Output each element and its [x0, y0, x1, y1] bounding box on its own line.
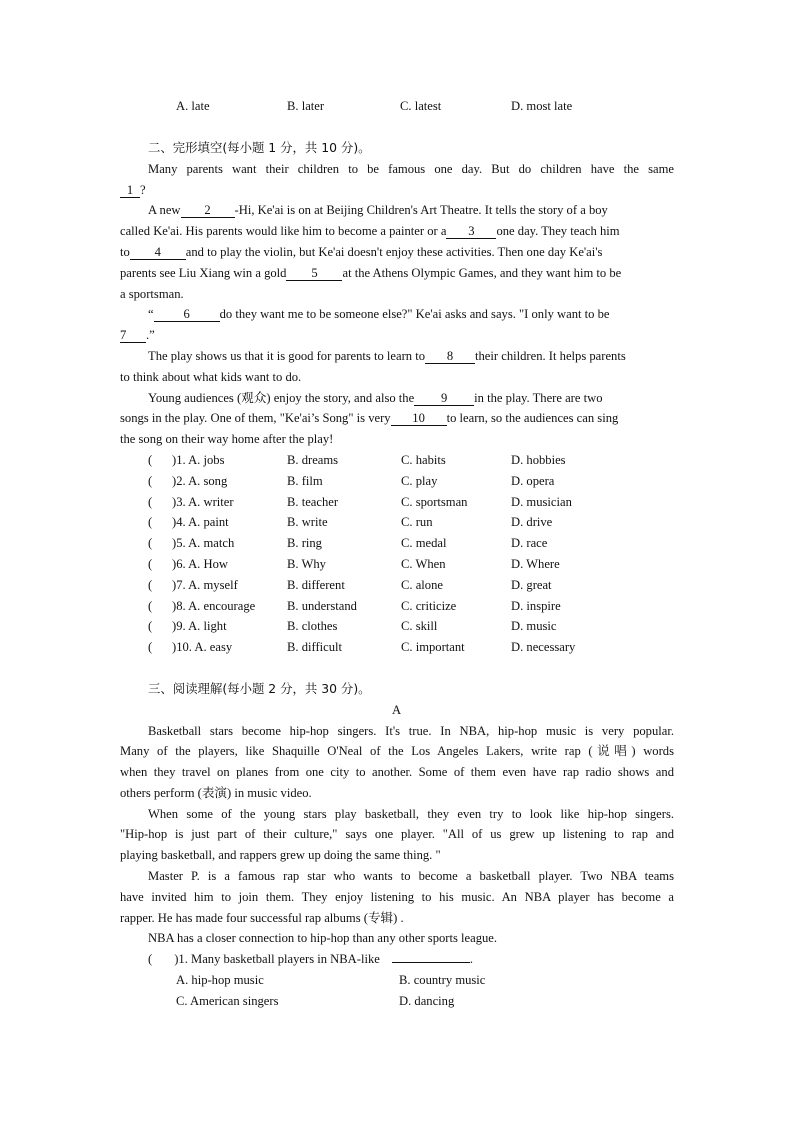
question-option-a: )1. A. jobs: [172, 453, 225, 467]
question-option-a: )10. A. easy: [172, 640, 233, 654]
question-option-c: C. criticize: [401, 599, 457, 613]
answer-paren[interactable]: (: [148, 557, 153, 571]
question-option-b: B. film: [287, 474, 323, 488]
question-option-c: C. important: [401, 640, 465, 654]
reading-option-c: C. American singers: [176, 994, 279, 1008]
cloze-text: a sportsman.: [120, 287, 184, 301]
blank-8: 8: [425, 349, 475, 364]
question-option-d: D. great: [511, 578, 552, 592]
option-d: D. most late: [511, 99, 573, 113]
question-option-a: )9. A. light: [172, 619, 227, 633]
question-option-c: C. play: [401, 474, 438, 488]
question-option-c: C. medal: [401, 536, 447, 550]
cloze-text: 1 ?: [120, 182, 146, 198]
cloze-text: songs in the play. One of them, "Ke'ai’s Song" is very 10 to learn, so the audiences can sing: [120, 411, 619, 425]
passage-line: Many of the players, like Shaquille O'Neal of the Los Angeles Lakers, write rap (说唱) words: [120, 744, 674, 758]
cloze-text: parents see Liu Xiang win a gold 5 at the Athens Olympic Games, and they want him to be: [120, 266, 622, 280]
blank-3: 3: [446, 224, 496, 239]
passage-line: Master P. is a famous rap star who wants to become a basketball player. Two NBA teams: [148, 869, 674, 883]
passage-line: When some of the young stars play basketball, they even try to look like hip-hop singers.: [148, 807, 674, 821]
answer-paren[interactable]: (: [148, 474, 153, 488]
passage-line: when they travel on planes from one city to another. Some of them even have rap radio shows and: [120, 765, 674, 779]
question-option-d: D. Where: [511, 557, 560, 571]
answer-paren[interactable]: (: [148, 952, 153, 966]
cloze-text: A new 2 -Hi, Ke'ai is on at Beijing Children's Art Theatre. It tells the story of a boy: [148, 203, 608, 217]
question-option-c: C. run: [401, 515, 433, 529]
blank-10: 10: [391, 411, 447, 426]
blank-5: 5: [286, 266, 342, 281]
option-b: B. later: [287, 99, 325, 113]
section3-heading: 三、阅读理解(每小题 2 分，共 30 分)。: [148, 681, 371, 696]
question-option-b: B. clothes: [287, 619, 338, 633]
reading-option-d: D. dancing: [399, 994, 455, 1008]
question-option-a: )7. A. myself: [172, 578, 238, 592]
question-option-b: B. dreams: [287, 453, 339, 467]
blank-1: 1: [120, 183, 140, 198]
question-option-b: B. teacher: [287, 495, 339, 509]
question-option-c: C. When: [401, 557, 446, 571]
answer-paren[interactable]: (: [148, 599, 153, 613]
question-option-c: C. sportsman: [401, 495, 468, 509]
answer-paren[interactable]: (: [148, 536, 153, 550]
blank-2: 2: [181, 203, 235, 218]
question-option-d: D. inspire: [511, 599, 561, 613]
question-option-d: D. music: [511, 619, 557, 633]
passage-line: "Hip-hop is just part of their culture," says one player. "All of us grew up listening to rap and: [120, 827, 674, 841]
question-option-b: B. ring: [287, 536, 322, 550]
cloze-text: “ 6 do they want me to be someone else?" Ke'ai asks and says. "I only want to be: [148, 307, 610, 321]
question-option-a: )4. A. paint: [172, 515, 229, 529]
question-option-a: )6. A. How: [172, 557, 228, 571]
passage-label: A: [392, 703, 402, 717]
answer-paren[interactable]: (: [148, 578, 153, 592]
question-option-d: D. musician: [511, 495, 572, 509]
blank-4: 4: [130, 245, 186, 260]
answer-paren[interactable]: (: [148, 515, 153, 529]
answer-paren[interactable]: (: [148, 495, 153, 509]
passage-line: others perform (表演) in music video.: [120, 786, 312, 800]
blank-7: 7: [120, 328, 146, 343]
cloze-text: the song on their way home after the play!: [120, 432, 334, 446]
answer-paren[interactable]: (: [148, 453, 153, 467]
cloze-text: The play shows us that it is good for parents to learn to 8 their children. It helps parents: [148, 349, 626, 363]
question-option-d: D. opera: [511, 474, 555, 488]
blank-6: 6: [154, 307, 220, 322]
cloze-text: to think about what kids want to do.: [120, 370, 302, 384]
question-option-c: C. habits: [401, 453, 446, 467]
cloze-text: 7 .”: [120, 328, 155, 342]
cloze-text: Young audiences (观众) enjoy the story, and also the 9 in the play. There are two: [148, 391, 603, 405]
answer-paren[interactable]: (: [148, 619, 153, 633]
question-option-d: D. drive: [511, 515, 553, 529]
reading-option-b: B. country music: [399, 973, 486, 987]
passage-line: have invited him to join them. They enjoy listening to his music. An NBA player has become a: [120, 890, 674, 904]
answer-blank: [392, 962, 470, 963]
question-option-c: C. alone: [401, 578, 443, 592]
question-option-b: B. understand: [287, 599, 357, 613]
option-c: C. latest: [400, 99, 442, 113]
passage-line: Basketball stars become hip-hop singers. It's true. In NBA, hip-hop music is very popular.: [148, 724, 674, 738]
reading-option-a: A. hip-hop music: [176, 973, 264, 987]
question-option-d: D. race: [511, 536, 548, 550]
question-option-c: C. skill: [401, 619, 438, 633]
question-option-b: B. difficult: [287, 640, 343, 654]
question-option-a: )3. A. writer: [172, 495, 234, 509]
passage-line: rapper. He has made four successful rap albums (专辑) .: [120, 911, 404, 925]
option-a: A. late: [176, 99, 210, 113]
question-option-a: )8. A. encourage: [172, 599, 256, 613]
passage-line: NBA has a closer connection to hip-hop than any other sports league.: [148, 931, 498, 945]
question-option-b: B. Why: [287, 557, 326, 571]
answer-paren[interactable]: (: [148, 640, 153, 654]
question-option-d: D. hobbies: [511, 453, 566, 467]
question-option-b: B. different: [287, 578, 345, 592]
cloze-text: Many parents want their children to be famous one day. But do children have the same: [148, 162, 674, 176]
reading-question-1: ( )1. Many basketball players in NBA-like .: [148, 952, 474, 966]
blank-9: 9: [414, 391, 474, 406]
question-option-d: D. necessary: [511, 640, 576, 654]
cloze-text: to 4 and to play the violin, but Ke'ai doesn't enjoy these activities. Then one day Ke'ai's: [120, 245, 603, 259]
question-option-a: )2. A. song: [172, 474, 228, 488]
question-option-a: )5. A. match: [172, 536, 235, 550]
cloze-text: called Ke'ai. His parents would like him to become a painter or a 3 one day. They teach him: [120, 224, 620, 238]
passage-line: playing basketball, and rappers grew up doing the same thing. ": [120, 848, 441, 862]
section2-heading: 二、完形填空(每小题 1 分，共 10 分)。: [148, 140, 371, 155]
question-option-b: B. write: [287, 515, 328, 529]
